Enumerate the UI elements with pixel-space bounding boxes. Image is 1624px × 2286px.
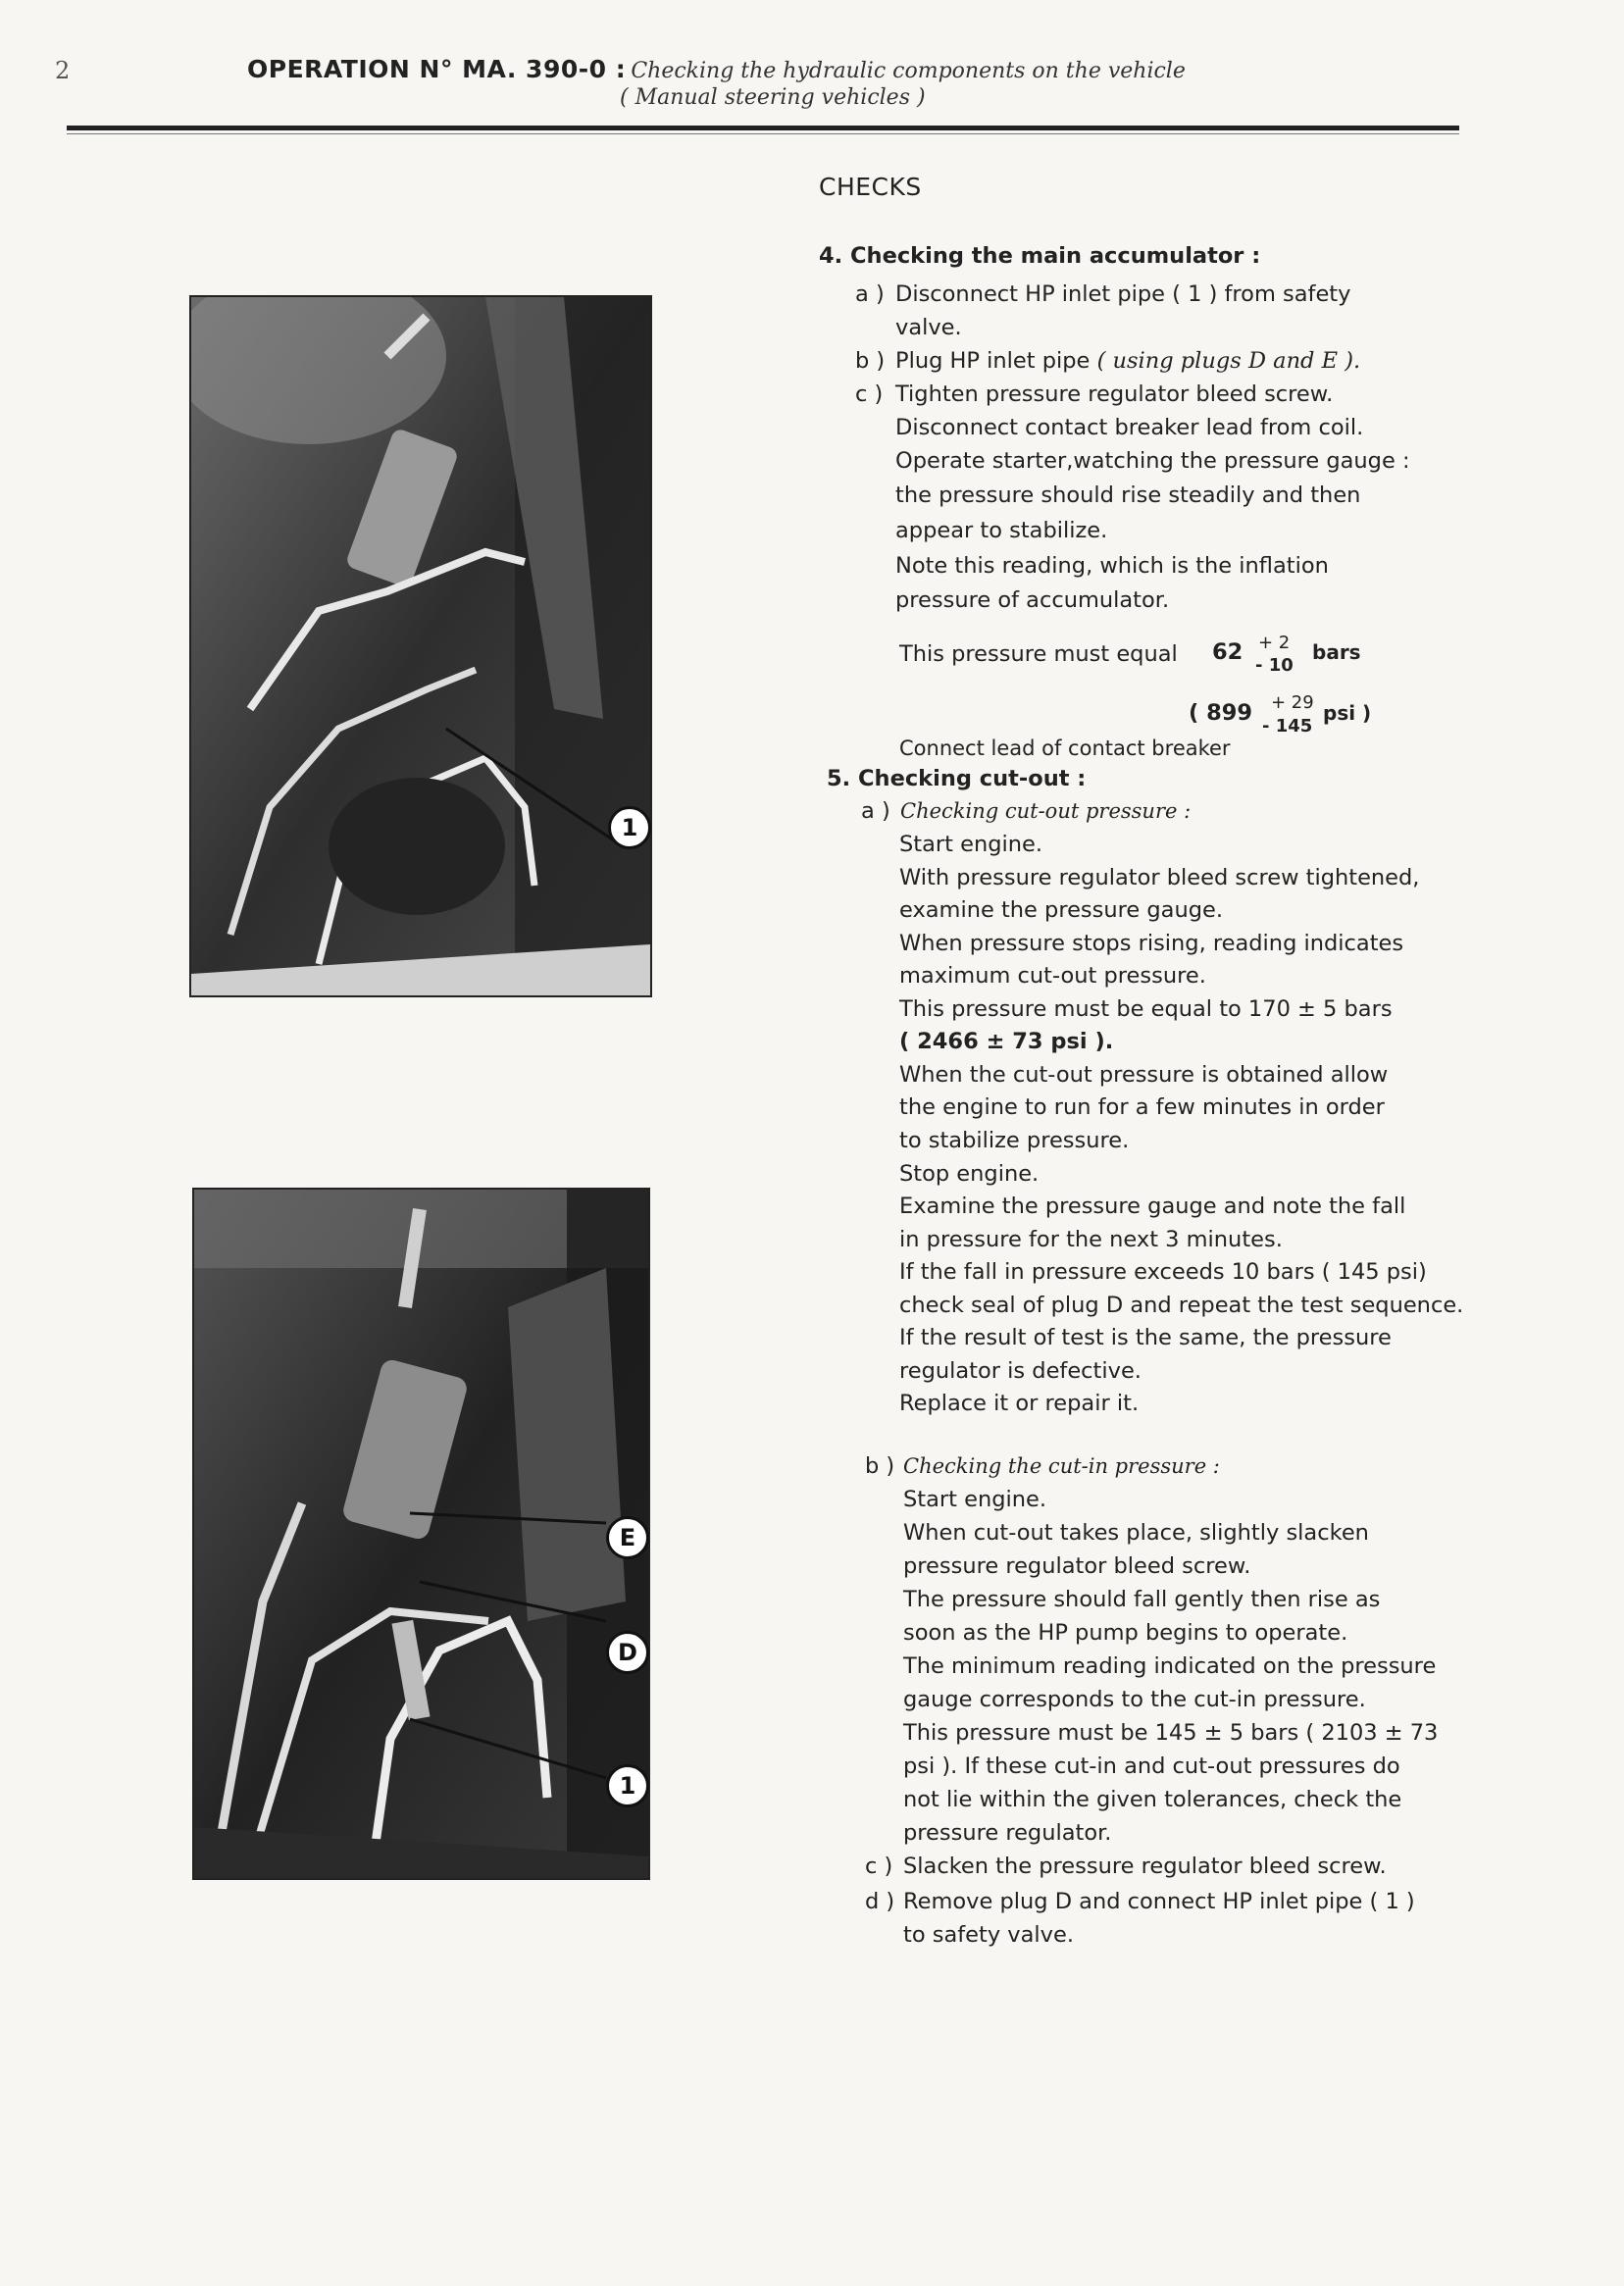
s5b-line: gauge corresponds to the cut-in pressure.: [903, 1687, 1366, 1712]
photo-cutout-check: [192, 1188, 650, 1880]
s5b-line: The minimum reading indicated on the pressure: [903, 1653, 1437, 1679]
s5d-line1: Remove plug D and connect HP inlet pipe ( 1 ): [903, 1889, 1415, 1914]
s5b-line: Start engine.: [903, 1487, 1047, 1512]
s4b-label: b ): [855, 348, 886, 374]
s5a-line: With pressure regulator bleed screw tightened,: [899, 865, 1420, 890]
tol-plus: + 2: [1258, 633, 1291, 653]
psi-plus: + 29: [1271, 692, 1314, 713]
s5b-title: Checking the cut-in pressure :: [903, 1454, 1220, 1478]
callout-1-top: 1: [608, 806, 651, 849]
psi-open: ( 899: [1189, 700, 1253, 726]
s5b-line: not lie within the given tolerances, check the: [903, 1787, 1402, 1812]
s4a-line2: valve.: [895, 315, 962, 340]
s4c-label: c ): [855, 381, 884, 407]
s5a-title: Checking cut-out pressure :: [900, 799, 1192, 823]
pressure-unit: bars: [1312, 640, 1361, 664]
s5a-line: the engine to run for a few minutes in order: [899, 1094, 1385, 1120]
photo-main-accumulator: [189, 295, 652, 997]
s5d-label: d ): [865, 1889, 895, 1914]
callout-e: E: [606, 1516, 649, 1559]
s4b-text: [895, 344, 1360, 378]
s5b-line: The pressure should fall gently then rise as: [903, 1587, 1381, 1612]
checks-title: CHECKS: [819, 173, 922, 201]
s5a-line: When the cut-out pressure is obtained allow: [899, 1062, 1389, 1088]
header-rule: [67, 126, 1459, 130]
s5b-line: When cut-out takes place, slightly slacken: [903, 1520, 1369, 1546]
s5a-line: If the fall in pressure exceeds 10 bars ( 145 psi): [899, 1259, 1427, 1285]
s5b-line: pressure regulator bleed screw.: [903, 1553, 1251, 1579]
callout-d: D: [606, 1631, 649, 1674]
section4-heading: 4. Checking the main accumulator :: [819, 243, 1261, 269]
s5b-label: b ): [865, 1453, 895, 1479]
s5a-label: a ): [861, 798, 890, 824]
s5a-line: regulator is defective.: [899, 1358, 1142, 1384]
connect-lead: Connect lead of contact breaker: [899, 737, 1231, 760]
s5b-line: This pressure must be 145 ± 5 bars ( 2103 ± 73: [903, 1720, 1439, 1746]
page-number: 2: [55, 57, 71, 84]
s5a-line: check seal of plug D and repeat the test sequence.: [899, 1293, 1464, 1318]
s5b-line: soon as the HP pump begins to operate.: [903, 1620, 1348, 1646]
s5d-line2: to safety valve.: [903, 1922, 1074, 1948]
pressure-value: 62: [1212, 639, 1243, 665]
s5b-line: pressure regulator.: [903, 1820, 1112, 1846]
s5a-line: ( 2466 ± 73 psi ).: [899, 1029, 1114, 1054]
header-rule-thin: [67, 133, 1459, 134]
s4b-main: Plug HP inlet pipe: [895, 348, 1091, 374]
tol-minus: - 10: [1255, 655, 1294, 676]
s5a-line: When pressure stops rising, reading indicates: [899, 931, 1404, 956]
operation-title: Checking the hydraulic components on the vehicle: [631, 59, 1186, 83]
s5b-line: psi ). If these cut-in and cut-out pressures do: [903, 1753, 1400, 1779]
s5a-line: Stop engine.: [899, 1161, 1040, 1187]
s4b-italic: ( using plugs D and E ).: [1096, 348, 1361, 374]
s4c-line: appear to stabilize.: [895, 518, 1108, 543]
s5a-line: Start engine.: [899, 832, 1043, 857]
callout-1-bottom: 1: [606, 1764, 649, 1807]
s4a-line1: Disconnect HP inlet pipe ( 1 ) from safety: [895, 281, 1351, 307]
s5c-label: c ): [865, 1854, 893, 1879]
s4a-label: a ): [855, 281, 885, 307]
s5a-line: to stabilize pressure.: [899, 1128, 1130, 1153]
s5a-line: Examine the pressure gauge and note the fall: [899, 1194, 1406, 1219]
s5a-line: maximum cut-out pressure.: [899, 963, 1206, 989]
s5a-line: Replace it or repair it.: [899, 1391, 1140, 1416]
s4c-line: the pressure should rise steadily and then: [895, 483, 1361, 508]
s5a-line: examine the pressure gauge.: [899, 897, 1223, 923]
s4c-line: pressure of accumulator.: [895, 587, 1170, 613]
s5a-line: in pressure for the next 3 minutes.: [899, 1227, 1283, 1252]
page-header: [247, 55, 1424, 110]
section5-heading: 5. Checking cut-out :: [827, 766, 1087, 791]
s5a-line: This pressure must be equal to 170 ± 5 bars: [899, 996, 1393, 1022]
s4c-line: Operate starter,watching the pressure gauge :: [895, 448, 1410, 474]
s5a-line: If the result of test is the same, the pressure: [899, 1325, 1392, 1350]
operation-number: OPERATION N° MA. 390-0 :: [247, 55, 627, 83]
s4c-line: Note this reading, which is the inflation: [895, 553, 1329, 579]
operation-subtitle: ( Manual steering vehicles ): [620, 85, 926, 110]
s5c-text: Slacken the pressure regulator bleed screw.: [903, 1854, 1387, 1879]
s4c-line: Disconnect contact breaker lead from coil.: [895, 415, 1364, 440]
psi-unit: psi ): [1323, 701, 1372, 725]
must-equal-text: This pressure must equal: [899, 641, 1178, 667]
psi-minus: - 145: [1262, 716, 1313, 737]
s4c-line: Tighten pressure regulator bleed screw.: [895, 381, 1334, 407]
